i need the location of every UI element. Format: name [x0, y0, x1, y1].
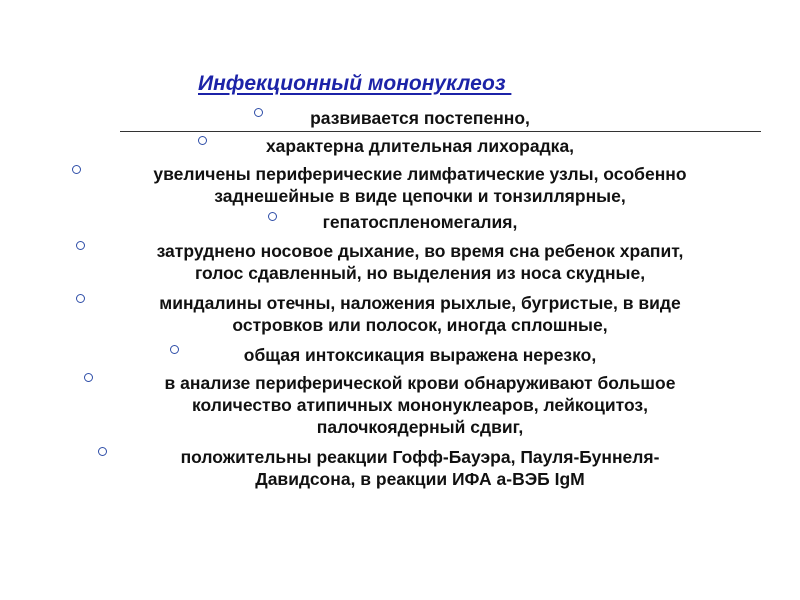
- list-item-line: увеличены периферические лимфатические узлы, особенно: [153, 164, 687, 184]
- list-item-line: гепатоспленомегалия,: [322, 212, 518, 232]
- list-item-line: Давидсона, в реакции ИФА а-ВЭБ IgM: [255, 469, 585, 489]
- list-item: [60, 372, 780, 438]
- list-item: [60, 135, 780, 157]
- list-item: [60, 240, 780, 284]
- list-item-line: положительны реакции Гофф-Бауэра, Пауля-Буннеля-: [180, 447, 660, 467]
- list-item-line: в анализе периферической крови обнаруживают большое: [164, 373, 676, 393]
- list-item: [60, 211, 780, 233]
- slide-title: Инфекционный мононуклеоз: [198, 72, 512, 95]
- list-item-line: затруднено носовое дыхание, во время сна ребенок храпит,: [156, 241, 684, 261]
- list-item-line: миндалины отечны, наложения рыхлые, бугристые, в виде: [159, 293, 681, 313]
- list-item: [60, 163, 780, 207]
- list-item: [60, 344, 780, 366]
- list-item-line: развивается постепенно,: [310, 108, 530, 128]
- list-item-line: палочкоядерный сдвиг,: [316, 417, 524, 437]
- list-item-line: характерна длительная лихорадка,: [265, 136, 575, 156]
- list-item-line: заднешейные в виде цепочки и тонзиллярные,: [214, 186, 626, 206]
- title-divider: [120, 131, 761, 132]
- list-item: [60, 292, 780, 336]
- list-item: [60, 107, 780, 129]
- list-item-line: островков или полосок, иногда сплошные,: [232, 315, 608, 335]
- list-item-line: голос сдавленный, но выделения из носа скудные,: [194, 263, 646, 283]
- list-item-line: количество атипичных мононуклеаров, лейкоцитоз,: [192, 395, 648, 415]
- list-item: [60, 446, 780, 490]
- list-item-line: общая интоксикация выражена нерезко,: [243, 345, 597, 365]
